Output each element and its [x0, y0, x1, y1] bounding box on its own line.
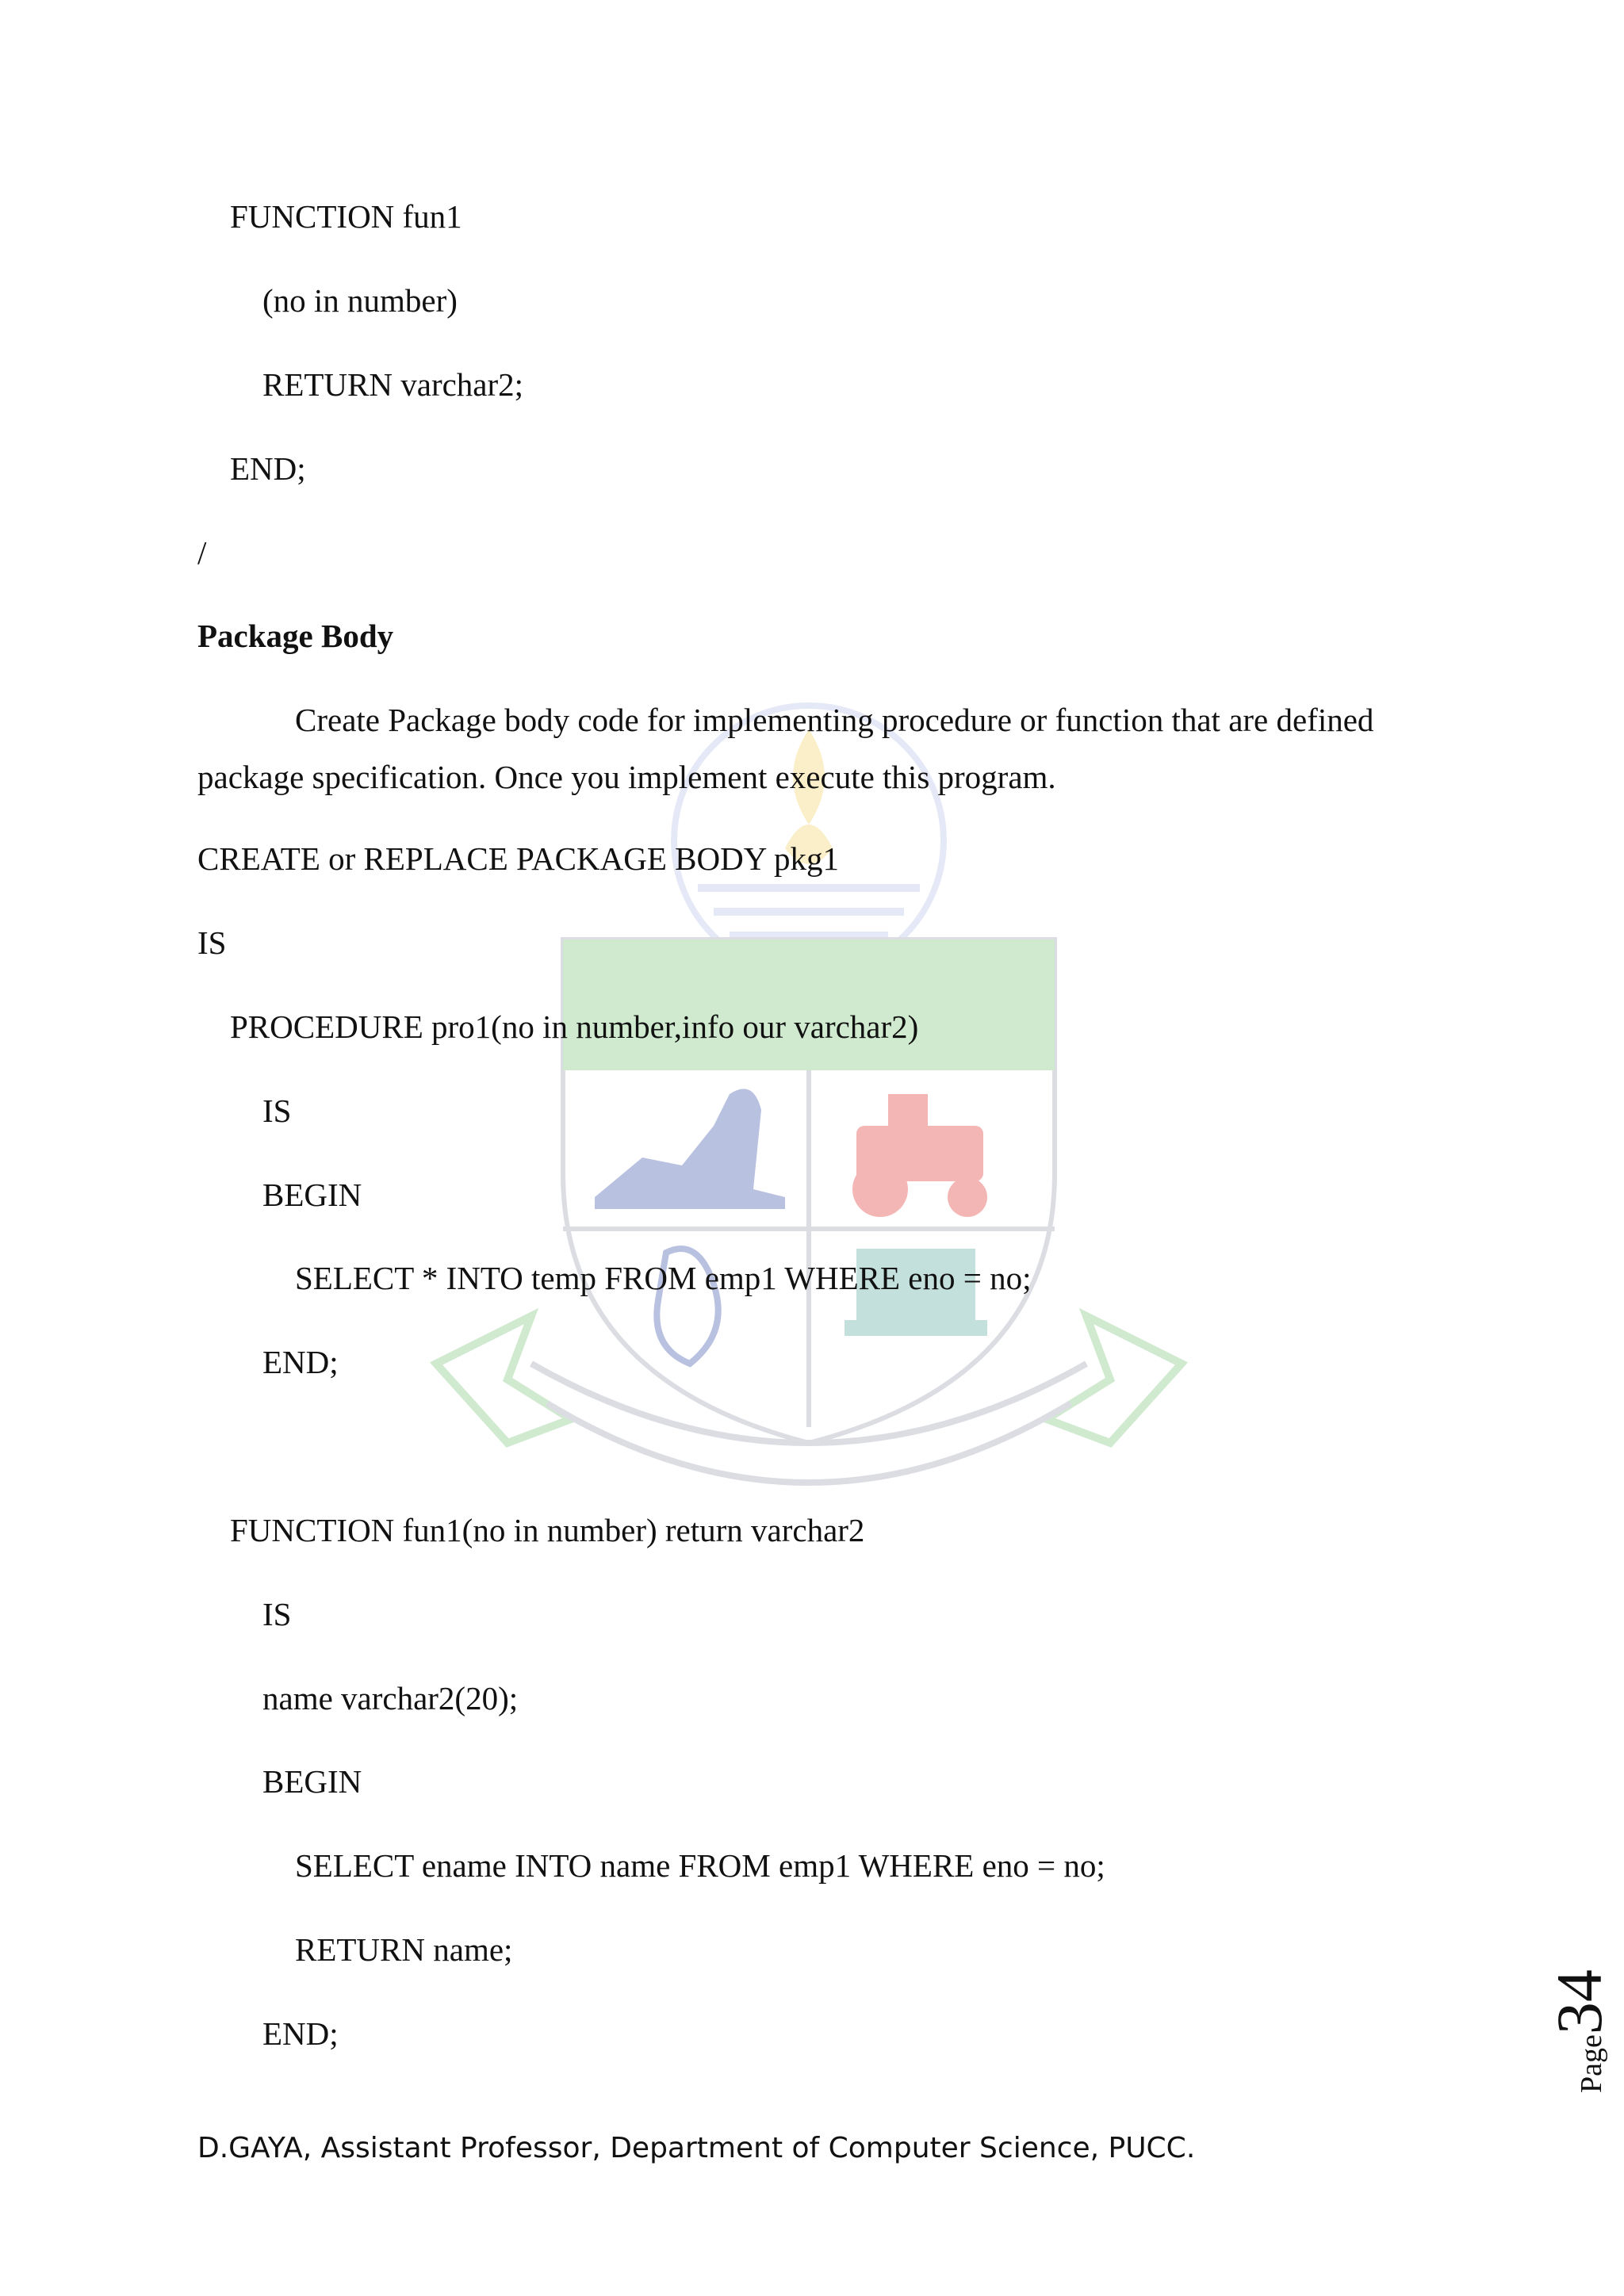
code-line: PROCEDURE pro1(no in number,info our varchar2) [230, 1008, 919, 1045]
code-line: FUNCTION fun1 [230, 198, 462, 235]
code-line: END; [262, 2015, 339, 2052]
code-line: END; [230, 450, 306, 487]
university-seal-watermark [412, 682, 1205, 1538]
page-number [1542, 1969, 1617, 2093]
code-line: / [197, 534, 207, 571]
page-footer: D.GAYA, Assistant Professor, Department of Computer Science, PUCC. [197, 2132, 1196, 2164]
code-line: FUNCTION fun1(no in number) return varchar2 [230, 1512, 865, 1548]
section-heading: Package Body [197, 618, 394, 654]
code-line: IS [197, 924, 227, 961]
code-line: IS [262, 1093, 292, 1129]
code-line: name varchar2(20); [262, 1680, 519, 1716]
paragraph-text: Create Package body code for implementing procedure or function that are defined package specification. Once you implement execute this program. [197, 702, 1374, 795]
code-line: BEGIN [262, 1763, 362, 1800]
code-line: IS [262, 1596, 292, 1632]
body-paragraph [197, 691, 1434, 806]
code-line: RETURN name; [295, 1931, 513, 1968]
code-line: (no in number) [262, 282, 458, 319]
code-line: CREATE or REPLACE PACKAGE BODY pkg1 [197, 840, 840, 877]
code-line: RETURN varchar2; [262, 366, 524, 403]
page-label: Page [1575, 2034, 1608, 2093]
code-line: BEGIN [262, 1177, 362, 1213]
code-line: SELECT ename INTO name FROM emp1 WHERE eno = no; [295, 1847, 1105, 1884]
code-line: SELECT * INTO temp FROM emp1 WHERE eno = no; [295, 1260, 1032, 1296]
page-digits: 34 [1543, 1969, 1615, 2035]
code-line: END; [262, 1344, 339, 1380]
